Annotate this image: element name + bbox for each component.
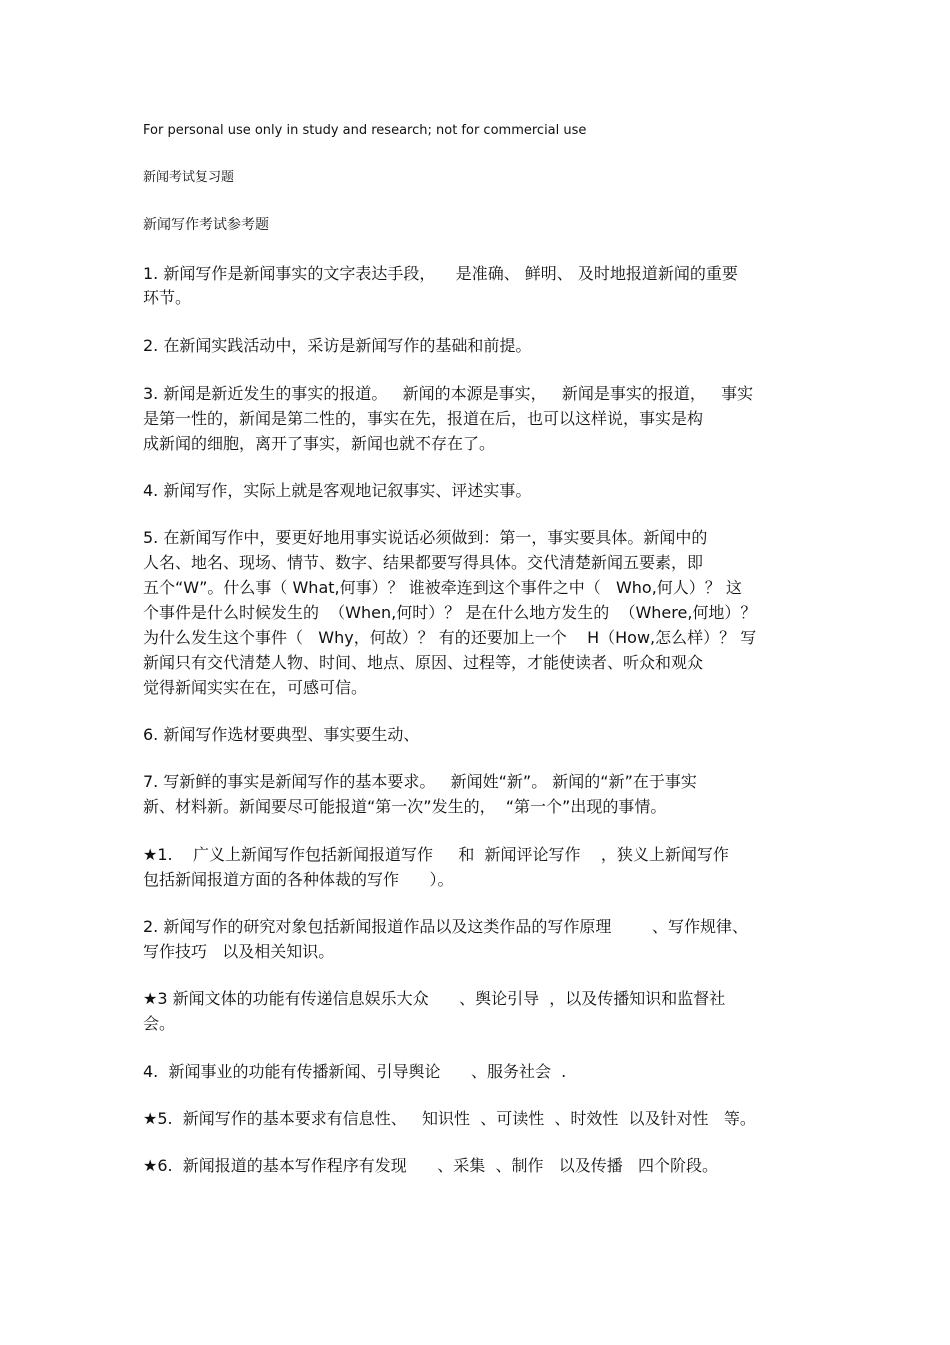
paragraph-5-line-5: 为什么发生这个事件（ Why，何故）？ 有的还要加上一个 H（How,怎么样）？ 写 <box>143 628 757 647</box>
paragraph-1-line-2: 环节。 <box>143 288 192 307</box>
section-title: 新闻写作考试参考题 <box>143 217 269 233</box>
paragraph-8-line-1: ★1. 广义上新闻写作包括新闻报道写作 和 新闻评论写作 ，狭义上新闻写作 <box>143 845 729 864</box>
paragraph-4-line-1: 4. 新闻写作，实际上就是客观地记叙事实、评述实事。 <box>143 481 532 500</box>
paragraph-3-line-2: 是第一性的，新闻是第二性的，事实在先，报道在后，也可以这样说，事实是构 <box>143 409 704 428</box>
paragraph-5-line-7: 觉得新闻实实在在，可感可信。 <box>143 678 368 697</box>
paragraph-5-line-3: 五个“W”。什么事（ What,何事）？ 谁被牵连到这个事件之中（ Who,何人）？ 这 <box>143 578 742 597</box>
disclaimer-text: For personal use only in study and research; not for commercial use <box>143 123 587 138</box>
paragraph-7-line-1: 7. 写新鲜的事实是新闻写作的基本要求。 新闻姓“新”。 新闻的“新”在于事实 <box>143 772 697 791</box>
paragraph-5-line-6: 新闻只有交代清楚人物、时间、地点、原因、过程等，才能使读者、听众和观众 <box>143 653 704 672</box>
paragraph-6-line-1: 6. 新闻写作选材要典型、事实要生动、 <box>143 725 420 744</box>
paragraph-2-line-1: 2. 在新闻实践活动中，采访是新闻写作的基础和前提。 <box>143 336 532 355</box>
paragraph-5-line-2: 人名、地名、现场、情节、数字、结果都要写得具体。交代清楚新闻五要素，即 <box>143 553 704 572</box>
paragraph-8-line-2: 包括新闻报道方面的各种体裁的写作 ）。 <box>143 870 454 889</box>
paragraph-12-line-1: ★5. 新闻写作的基本要求有信息性、 知识性 、可读性 、时效性 以及针对性 等。 <box>143 1109 756 1128</box>
paragraph-10-line-2: 会。 <box>143 1014 176 1033</box>
paragraph-13-line-1: ★6. 新闻报道的基本写作程序有发现 、采集 、制作 以及传播 四个阶段。 <box>143 1156 718 1175</box>
paragraph-9-line-1: 2. 新闻写作的研究对象包括新闻报道作品以及这类作品的写作原理 、写作规律、 <box>143 917 749 936</box>
doc-title: 新闻考试复习题 <box>143 170 235 185</box>
paragraph-1-line-1: 1. 新闻写作是新闻事实的文字表达手段， 是准确、 鲜明、 及时地报道新闻的重要 <box>143 264 738 283</box>
paragraph-10-line-1: ★3 新闻文体的功能有传递信息娱乐大众 、舆论引导 ，以及传播知识和监督社 <box>143 989 726 1008</box>
paragraph-5-line-1: 5. 在新闻写作中，要更好地用事实说话必须做到：第一，事实要具体。新闻中的 <box>143 528 708 547</box>
paragraph-7-line-2: 新、材料新。新闻要尽可能报道“第一次”发生的， “第一个”出现的事情。 <box>143 797 667 816</box>
paragraph-9-line-2: 写作技巧 以及相关知识。 <box>143 942 335 961</box>
paragraph-11-line-1: 4. 新闻事业的功能有传播新闻、引导舆论 、服务社会 . <box>143 1062 567 1081</box>
paragraph-3-line-1: 3. 新闻是新近发生的事实的报道。 新闻的本源是事实， 新闻是事实的报道， 事实 <box>143 384 754 403</box>
paragraph-5-line-4: 个事件是什么时候发生的 （When,何时）？ 是在什么地方发生的 （Where,何地）？ <box>143 603 757 622</box>
paragraph-3-line-3: 成新闻的细胞，离开了事实，新闻也就不存在了。 <box>143 434 496 453</box>
